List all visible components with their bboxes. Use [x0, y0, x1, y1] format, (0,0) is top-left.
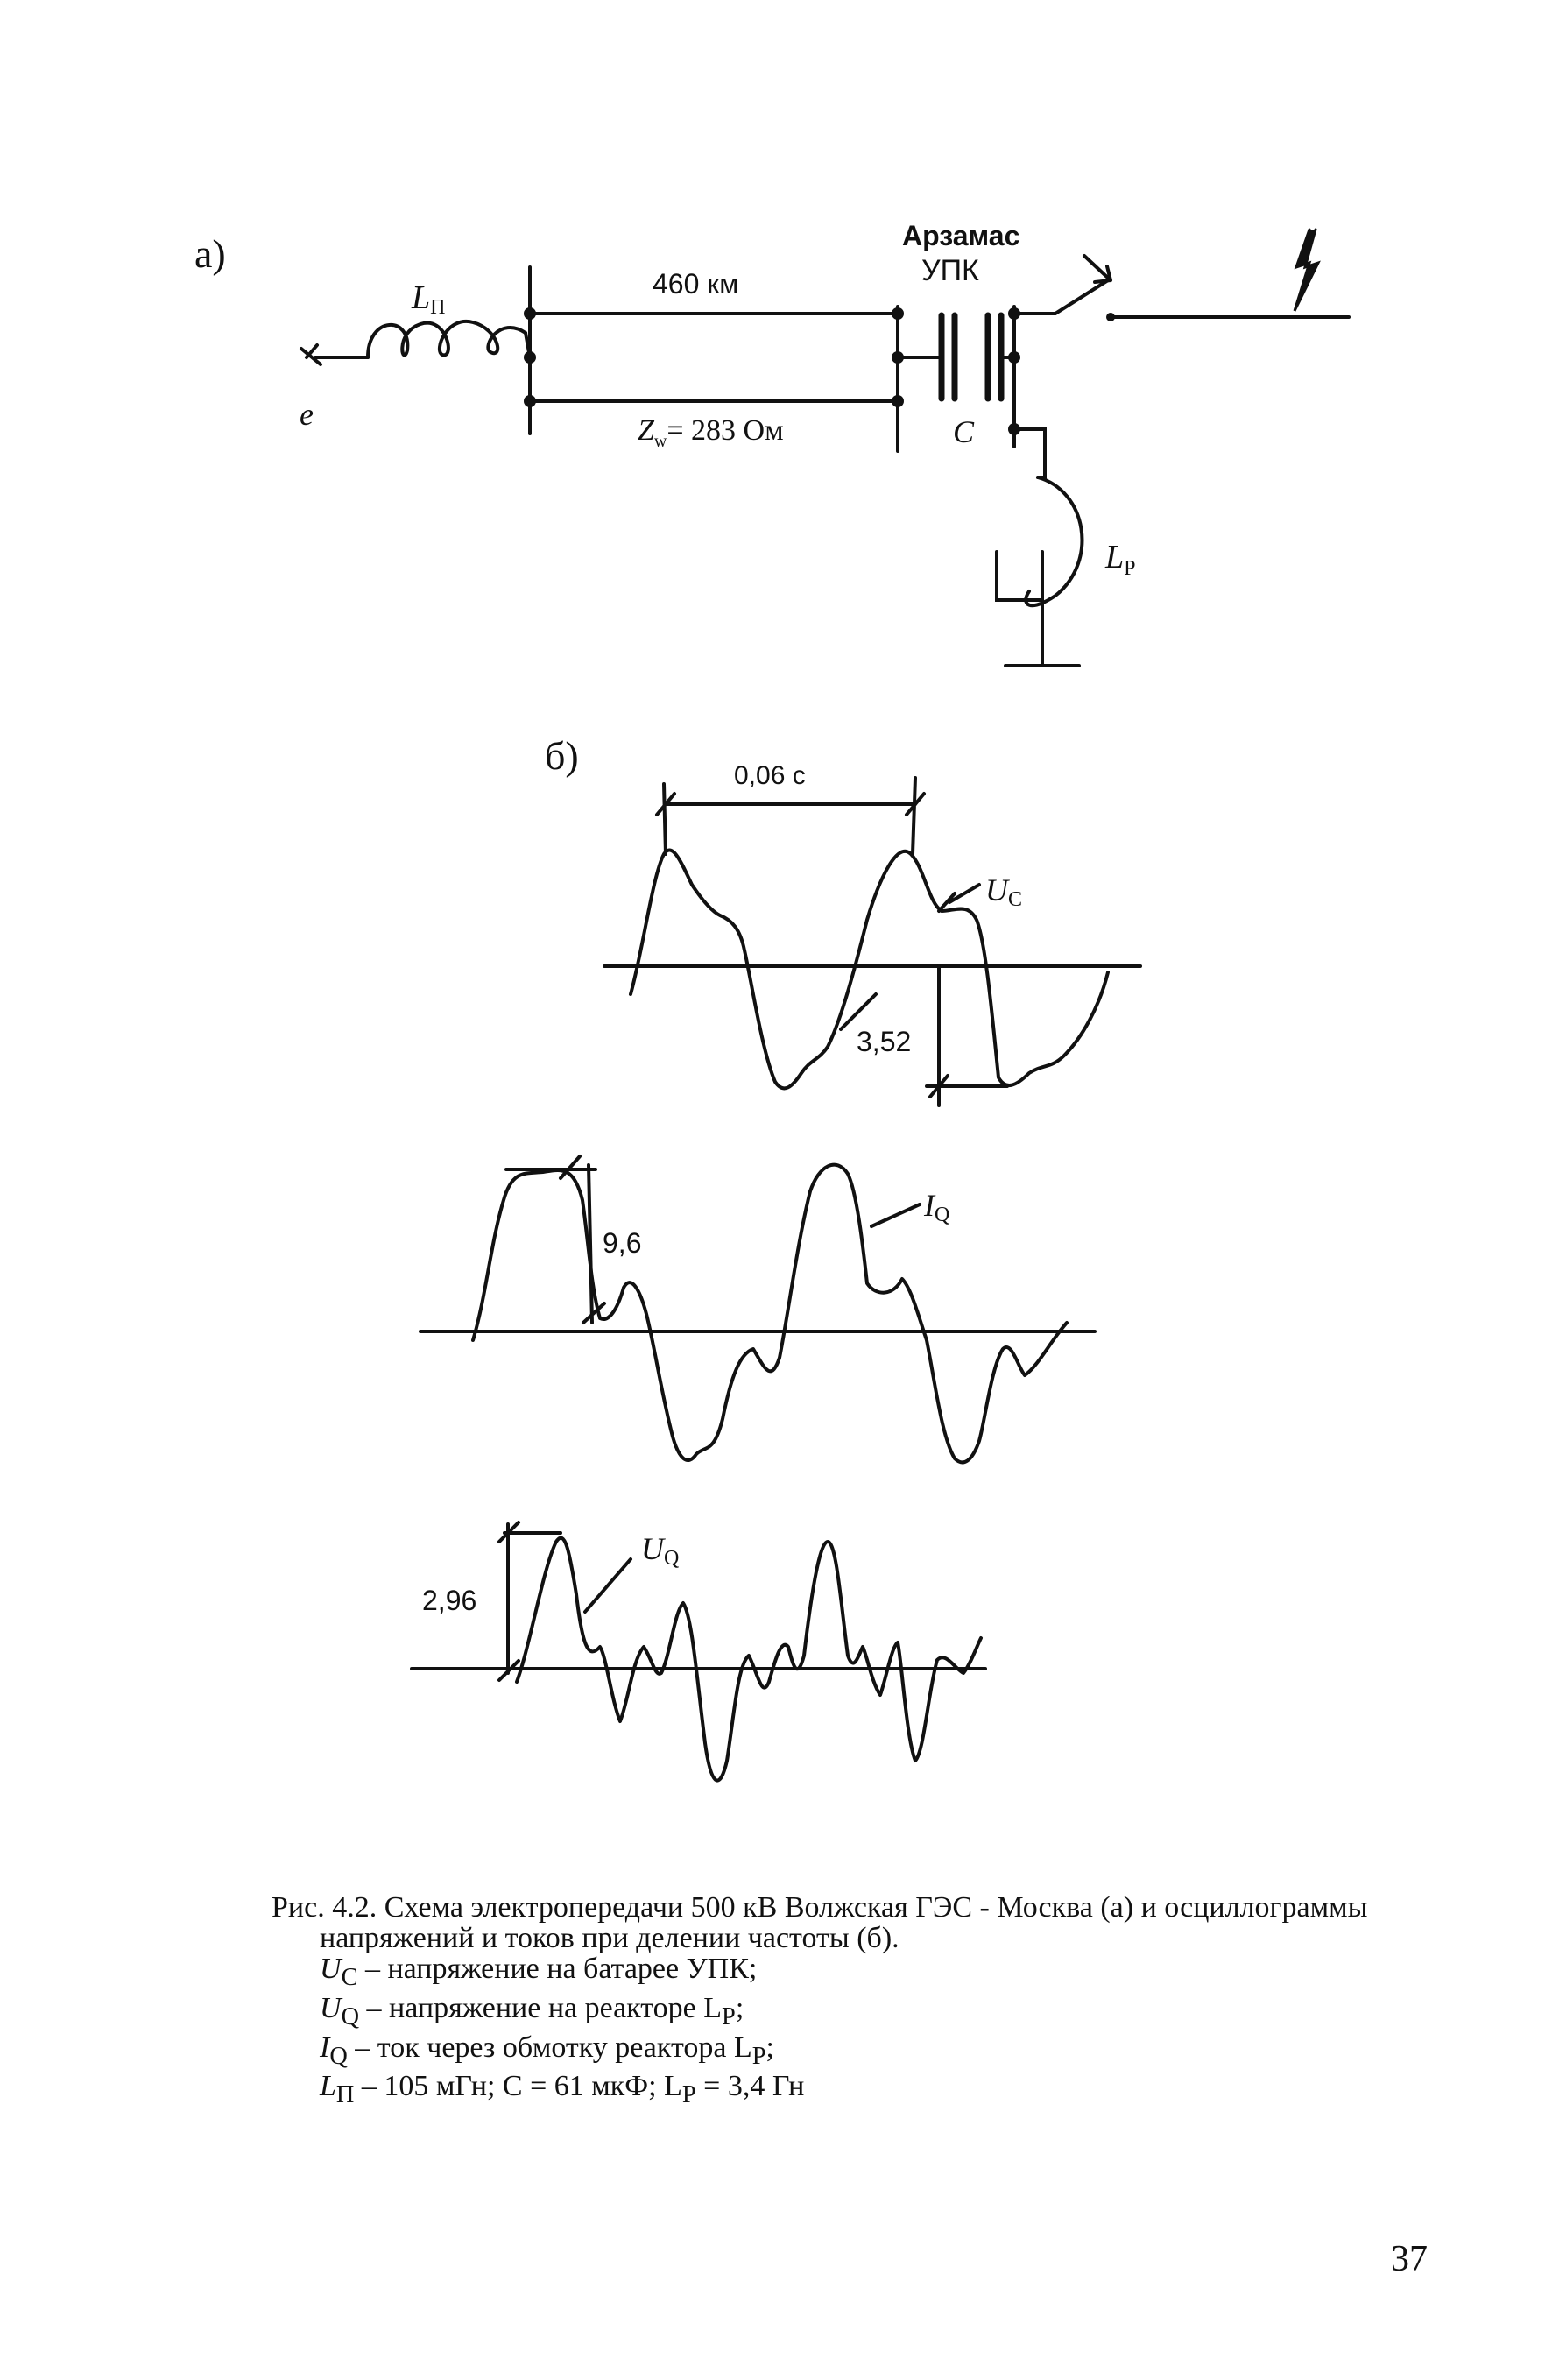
uq-series-label: UQ: [641, 1531, 680, 1570]
caption-line-6: $L_П - 105$ мГн; C = 61 мкФ; $L_P = 3,4$ Гн: [320, 2070, 805, 2109]
capacitor-c: [942, 315, 1001, 399]
panel-a-label: а): [194, 231, 226, 276]
panel-b-label: б): [545, 733, 579, 778]
iq-oscillogram: [420, 1156, 1095, 1462]
switch-arrow: [1084, 256, 1111, 282]
uc-period-label: 0,06 с: [734, 761, 806, 790]
station-name: Арзамас: [902, 220, 1020, 251]
figure-caption: [272, 1892, 1410, 2110]
reactor-tap: [997, 552, 1042, 600]
junction-dots: [524, 307, 1115, 435]
reactor-lp-label: $L_P$: [1105, 539, 1136, 580]
reactor-lp: [1026, 477, 1082, 605]
iq-trace: [473, 1165, 1067, 1463]
circuit-diagram: [301, 230, 1349, 666]
caption-line-4: $U_Q$ – напряжение на реакторе $L_P$;: [320, 1991, 744, 2030]
inductor-lp: [368, 321, 526, 357]
uc-series-label: UC: [985, 872, 1023, 911]
inductor-lp-label: LП: [412, 279, 446, 319]
iq-series-label: IQ: [924, 1188, 950, 1226]
source-label: e: [300, 397, 314, 432]
iq-amplitude-label: 9,6: [603, 1227, 642, 1259]
caption-line-1: Рис. 4.2. Схема электропередачи 500 кВ Волжская ГЭС - Москва (а) и осциллограммы: [272, 1891, 1368, 1924]
line-length-label: 460 км: [653, 268, 739, 300]
iq-amplitude-dimension: [506, 1156, 604, 1323]
source-terminal: [301, 345, 321, 364]
upk-label: УПК: [921, 254, 979, 287]
switch: [1014, 280, 1108, 314]
caption-line-5: $I_Q$ – ток через обмотку реактора $L_P$;: [320, 2030, 774, 2070]
capacitor-label: C: [953, 414, 975, 449]
uq-amplitude-label: 2,96: [422, 1585, 477, 1616]
caption-line-3: $U_C$ – напряжение на батарее УПК;: [320, 1953, 758, 1991]
uq-oscillogram: [412, 1522, 985, 1781]
impedance-label: $Z_w= 283$ Ом: [638, 414, 784, 451]
ground-symbol: [1005, 600, 1079, 666]
fault-lightning-icon: [1295, 230, 1318, 311]
page-number: 37: [1391, 2239, 1428, 2279]
uq-trace: [517, 1538, 981, 1781]
uq-amplitude-dimension: [499, 1522, 561, 1680]
caption-line-2: напряжений и токов при делении частоты (б).: [320, 1922, 899, 1954]
uc-amplitude-label: 3,52: [857, 1026, 912, 1057]
